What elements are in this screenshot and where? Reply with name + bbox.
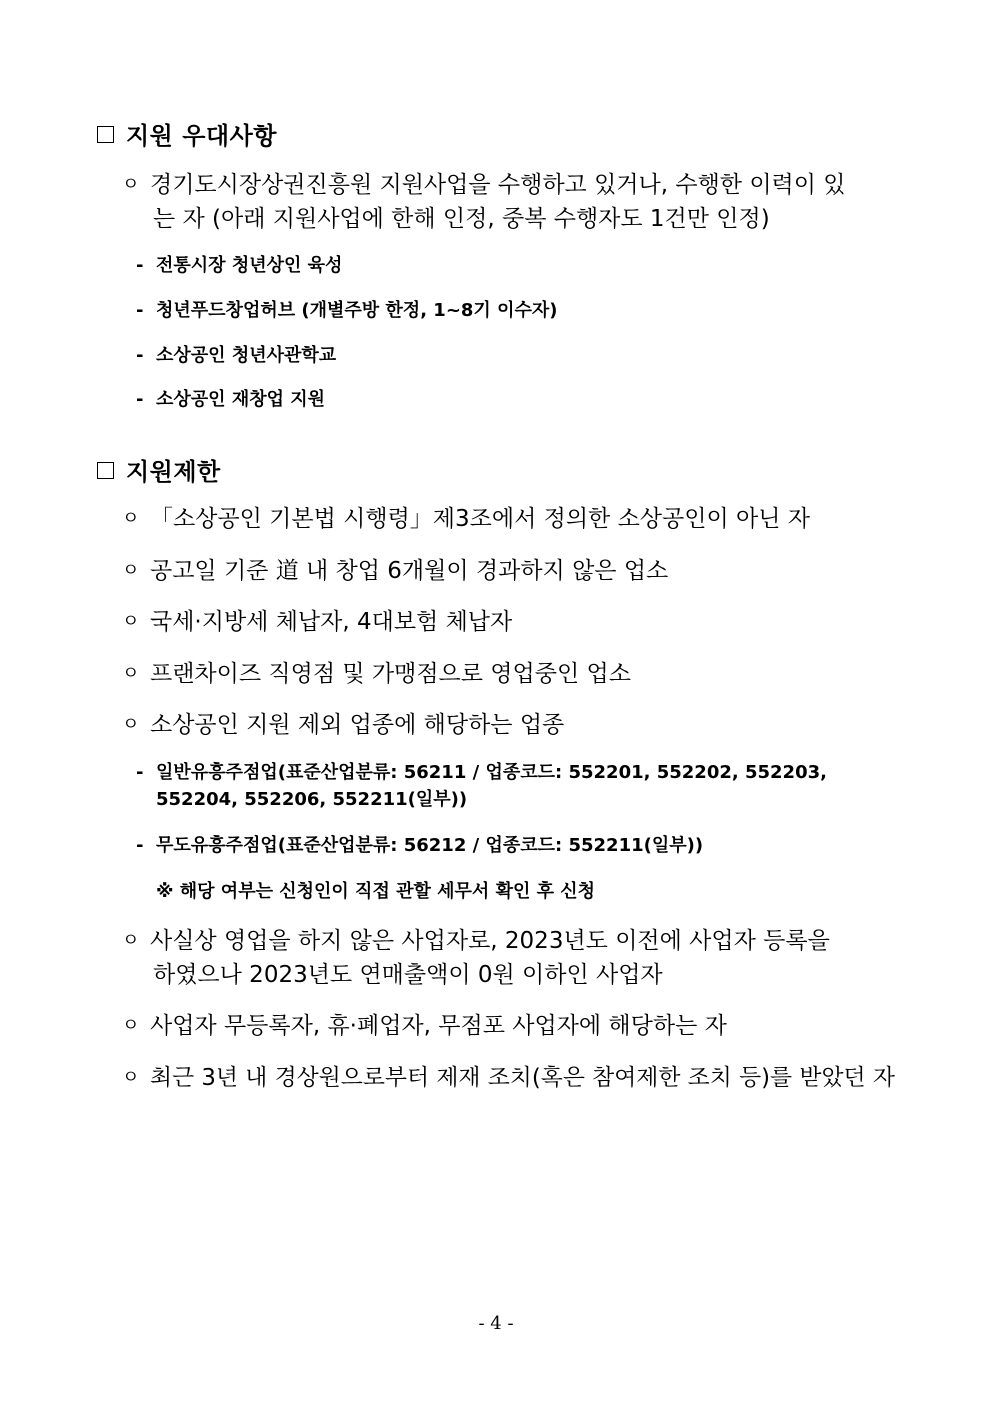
circle-bullet-icon: ㅇ (122, 611, 140, 632)
section-title: 지원제한 (126, 458, 221, 486)
sub-item: - 청년푸드창업허브 (개별주방 한정, 1~8기 이수자) (136, 300, 558, 321)
bullet-item: ㅇ 사업자 무등록자, 휴·폐업자, 무점포 사업자에 해당하는 자 (122, 1009, 727, 1043)
bullet-item: ㅇ 공고일 기준 道 내 창업 6개월이 경과하지 않은 업소 (122, 554, 668, 588)
bullet-item: ㅇ 최근 3년 내 경상원으로부터 제재 조치(혹은 참여제한 조치 등)를 받았던 자 (122, 1061, 895, 1095)
circle-bullet-icon: ㅇ (122, 1015, 140, 1036)
section-title: 지원 우대사항 (126, 122, 277, 150)
bullet-item: ㅇ 국세·지방세 체납자, 4대보험 체납자 (122, 605, 512, 639)
bullet-item: ㅇ 프랜차이즈 직영점 및 가맹점으로 영업중인 업소 (122, 657, 631, 691)
bullet-item: ㅇ 소상공인 지원 제외 업종에 해당하는 업종 (122, 708, 564, 742)
sub-item: - 소상공인 청년사관학교 (136, 345, 337, 366)
page-number: - 4 - (478, 1313, 514, 1334)
bullet-item: ㅇ 「소상공인 기본법 시행령」제3조에서 정의한 소상공인이 아닌 자 (122, 502, 810, 536)
checkbox-square-icon (97, 126, 114, 143)
bullet-item: ㅇ 경기도시장상권진흥원 지원사업을 수행하고 있거나, 수행한 이력이 있 는 자 (아래 지원사업에 한해 인정, 중복 수행자도 1건만 인정) (122, 168, 846, 236)
sub-item: - 일반유흥주점업(표준산업분류: 56211 / 업종코드: 552201, 552202, 552203, 552204, 552206, 552211(일부)) (136, 762, 827, 810)
sub-item: - 소상공인 재창업 지원 (136, 389, 326, 410)
circle-bullet-icon: ㅇ (122, 714, 140, 735)
checkbox-square-icon (97, 462, 114, 479)
sub-item: - 무도유흥주점업(표준산업분류: 56212 / 업종코드: 552211(일부)) (136, 835, 704, 856)
circle-bullet-icon: ㅇ (122, 930, 140, 951)
circle-bullet-icon: ㅇ (122, 174, 140, 195)
sub-item: - 전통시장 청년상인 육성 (136, 255, 343, 276)
note-text: ※ 해당 여부는 신청인이 직접 관할 세무서 확인 후 신청 (156, 881, 596, 902)
circle-bullet-icon: ㅇ (122, 663, 140, 684)
circle-bullet-icon: ㅇ (122, 560, 140, 581)
circle-bullet-icon: ㅇ (122, 1067, 140, 1088)
section-heading-restriction (97, 452, 221, 487)
bullet-item: ㅇ 사실상 영업을 하지 않은 사업자로, 2023년도 이전에 사업자 등록을 하였으나 2023년도 연매출액이 0원 이하인 사업자 (122, 924, 830, 992)
section-heading-preference (97, 116, 277, 151)
circle-bullet-icon: ㅇ (122, 508, 140, 529)
